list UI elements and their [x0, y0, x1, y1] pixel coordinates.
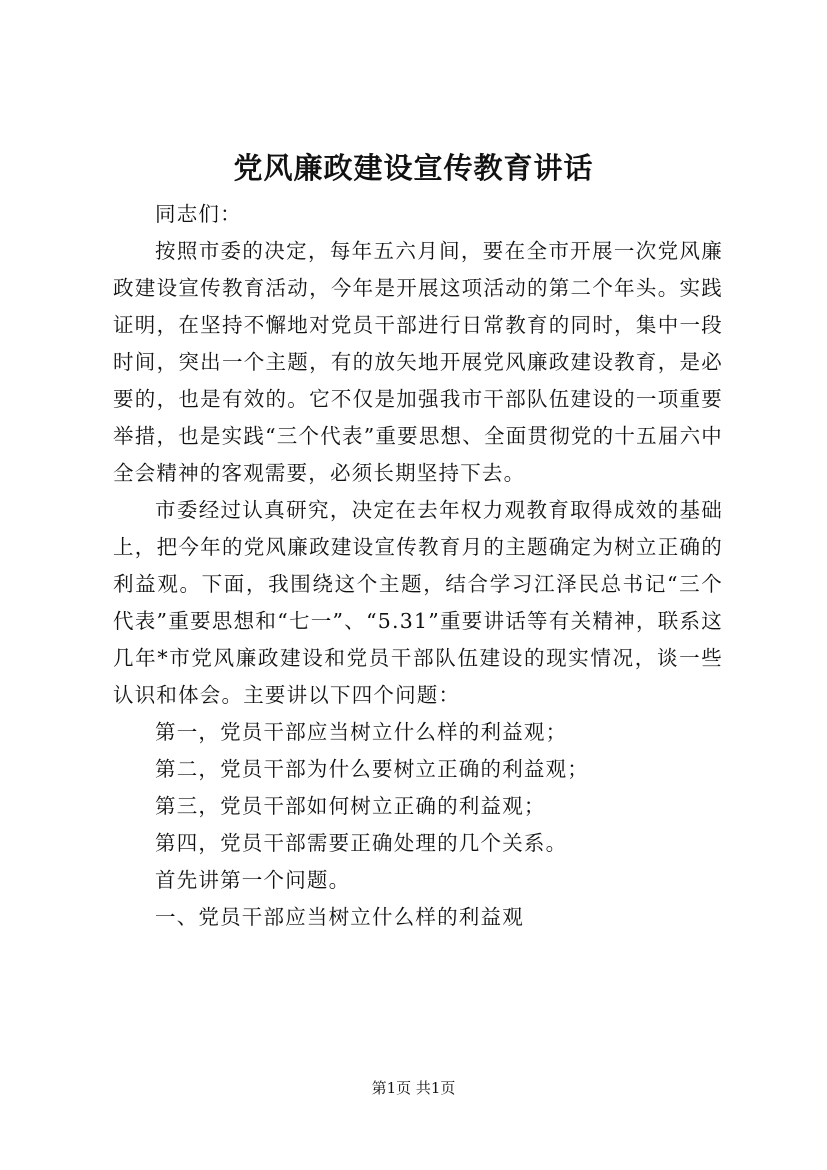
- salutation: 同志们：: [155, 202, 242, 226]
- document-title: 党风廉政建设宣传教育讲话: [233, 151, 594, 185]
- paragraph-intro: 按照市委的决定，每年五六月间，要在全市开展一次党风廉政建设宣传教育活动，今年是开展这项活动的第二个年头。实践证明，在坚持不懈地对党员干部进行日常教育的同时，集中一段时间，突出一个主题，有的放矢地开展党风廉政建设教育，是必要的，也是有效的。它不仅是加强我市干部队伍建设的一项重要举措，也是实践“三个代表”重要思想、全面贯彻党的十五届六中全会精神的客观需要，必须长期坚持下去。: [113, 239, 723, 485]
- section-heading-one: 一、党员干部应当树立什么样的利益观: [155, 905, 524, 929]
- page-footer: [0, 1078, 827, 1098]
- list-item-first: 第一，党员干部应当树立什么样的利益观；: [155, 720, 568, 744]
- document-body: [113, 196, 723, 936]
- paragraph-theme: 市委经过认真研究，决定在去年权力观教育取得成效的基础上，把今年的党风廉政建设宣传教育月的主题确定为树立正确的利益观。下面，我围绕这个主题，结合学习江泽民总书记“三个代表”重要思想和“七一”、“5.31”重要讲话等有关精神，联系这几年*市党风廉政建设和党员干部队伍建设的现实情况，谈一些认识和体会。主要讲以下四个问题：: [113, 498, 723, 707]
- list-item-fourth: 第四，党员干部需要正确处理的几个关系。: [155, 831, 568, 855]
- list-item-second: 第二，党员干部为什么要树立正确的利益观；: [155, 757, 589, 781]
- page-number: 第1页 共1页: [371, 1079, 456, 1097]
- list-item-third: 第三，党员干部如何树立正确的利益观；: [155, 794, 546, 818]
- paragraph-transition: 首先讲第一个问题。: [155, 868, 351, 892]
